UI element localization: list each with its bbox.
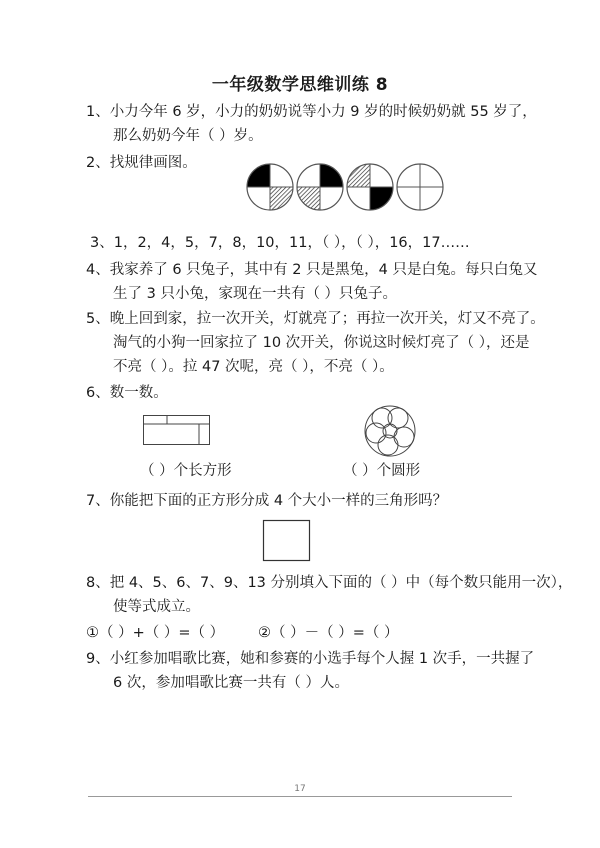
question-1-line-2: 那么奶奶今年（ ）岁。 <box>113 128 263 144</box>
pattern-circle-2 <box>297 164 343 210</box>
question-7-line-1: 7、你能把下面的正方形分成 4 个大小一样的三角形吗？ <box>86 493 448 509</box>
square-figure <box>263 520 311 562</box>
equation-1: ①（ ）+（ ）=（ ） <box>86 625 225 641</box>
page-title: 一年级数学思维训练 8 <box>211 75 389 95</box>
pattern-circles-figure <box>246 163 456 213</box>
question-8-line-2: 使等式成立。 <box>113 599 200 615</box>
question-5-line-2: 淘气的小狗一回家拉了 10 次开关，你说这时候灯亮了（ ），还是 <box>113 335 530 351</box>
question-4-line-2: 生了 3 只小兔，家现在一共有（ ）只兔子。 <box>113 286 398 302</box>
question-9-line-1: 9、小红参加唱歌比赛，她和参赛的小选手每个人握 1 次手，一共握了 <box>86 651 535 667</box>
rectangle-count-label: （ ）个长方形 <box>140 463 232 479</box>
pattern-circle-1 <box>247 164 293 210</box>
question-9-line-2: 6 次，参加唱歌比赛一共有（ ）人。 <box>113 675 349 691</box>
circle-count-label: （ ）个圆形 <box>343 463 421 479</box>
question-5-line-3: 不亮（ ）。拉 47 次呢，亮（ ），不亮（ ）。 <box>113 359 394 375</box>
rectangles-figure <box>143 415 211 447</box>
question-2-line-1: 2、找规律画图。 <box>86 155 197 171</box>
circles-figure <box>364 405 416 457</box>
question-4-line-1: 4、我家养了 6 只兔子，其中有 2 只是黑兔，4 只是白兔。每只白兔又 <box>86 262 538 278</box>
equation-2: ②（ ）－（ ）=（ ） <box>258 625 399 641</box>
question-8-line-1: 8、把 4、5、6、7、9、13 分别填入下面的（ ）中（每个数只能用一次）， <box>86 575 573 591</box>
question-6-line-1: 6、数一数。 <box>86 385 168 401</box>
question-3-line-1: 3、1，2，4，5，7，8，10，11，（ ），（ ），16，17…… <box>90 235 470 251</box>
question-1-line-1: 1、小力今年 6 岁，小力的奶奶说等小力 9 岁的时候奶奶就 55 岁了， <box>86 104 537 120</box>
page-number: 17 <box>294 784 306 794</box>
pattern-circle-4-blank <box>397 164 443 210</box>
pattern-circle-3 <box>347 164 393 210</box>
question-5-line-1: 5、晚上回到家，拉一次开关，灯就亮了；再拉一次开关，灯又不亮了。 <box>86 311 545 327</box>
footer-divider <box>88 796 512 797</box>
